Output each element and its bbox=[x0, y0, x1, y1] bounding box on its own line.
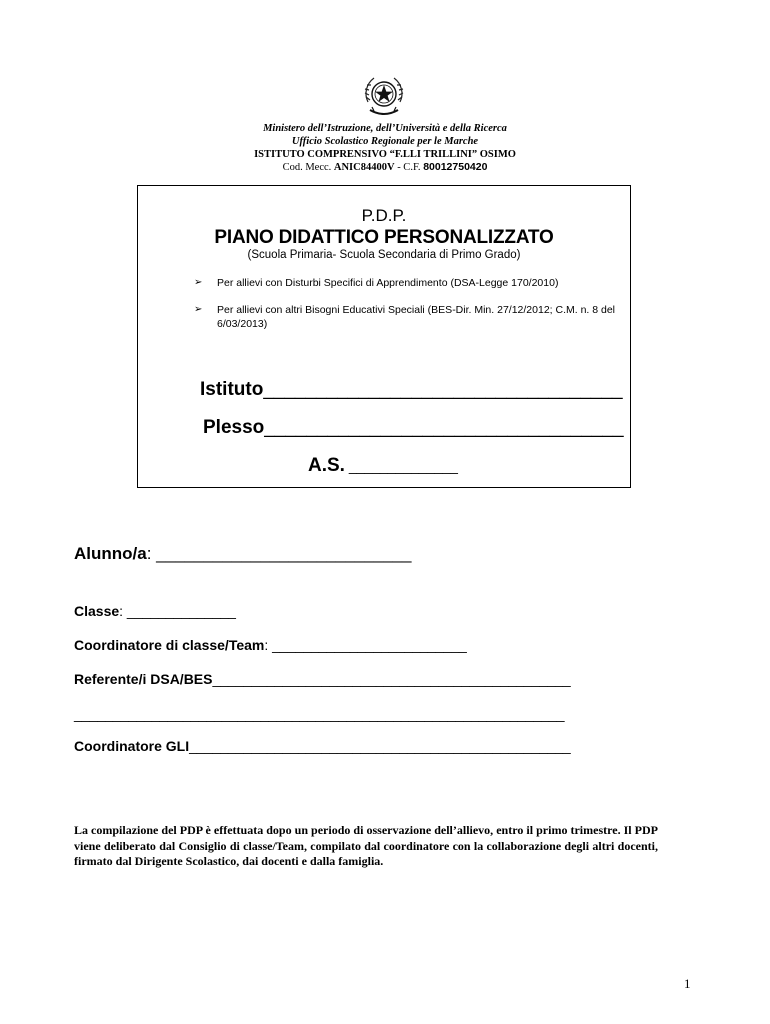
coordinatore-gli-field[interactable] bbox=[74, 738, 571, 755]
bullet-text: Per allievi con altri Bisogni Educativi Speciali (BES-Dir. Min. 27/12/2012; C.M. n. 8 del 6/03/2013) bbox=[217, 304, 616, 330]
classe-line[interactable]: : ______________ bbox=[119, 603, 236, 619]
coordinatore-gli-line[interactable]: _________________________________________________ bbox=[189, 738, 571, 754]
title-box bbox=[137, 185, 631, 488]
classe-field[interactable] bbox=[74, 603, 236, 620]
cf-code: 80012750420 bbox=[423, 161, 488, 173]
page-number: 1 bbox=[684, 976, 691, 991]
classe-label: Classe bbox=[74, 603, 120, 619]
plesso-label: Plesso bbox=[203, 417, 265, 438]
coordinatore-classe-label: Coordinatore di classe/Team bbox=[74, 637, 265, 653]
title-short: P.D.P. bbox=[361, 206, 407, 225]
anno-scolastico-field[interactable] bbox=[308, 455, 458, 477]
mecc-code: ANIC84400V bbox=[333, 162, 395, 173]
cf-prefix: - C.F. bbox=[397, 162, 421, 173]
alunno-label: Alunno/a bbox=[74, 544, 147, 563]
istituto-label: Istituto bbox=[200, 379, 264, 400]
istituto-field[interactable] bbox=[200, 379, 623, 401]
plesso-line[interactable]: __________________________________ bbox=[264, 417, 624, 438]
referente-line[interactable]: ______________________________________________ bbox=[212, 671, 571, 687]
italian-republic-emblem-icon bbox=[360, 70, 408, 120]
document-header bbox=[0, 122, 770, 174]
as-line[interactable]: ______________ bbox=[344, 458, 458, 474]
title-long: PIANO DIDATTICO PERSONALIZZATO bbox=[214, 227, 554, 248]
codes-line bbox=[0, 161, 770, 174]
istituto-line[interactable]: __________________________________ bbox=[263, 379, 623, 400]
arrow-bullet-icon: ➢ bbox=[194, 277, 203, 288]
coordinatore-classe-line[interactable]: : _________________________ bbox=[264, 637, 467, 653]
ministry-name: Ministero dell’Istruzione, dell’Università e della Ricerca bbox=[263, 123, 507, 134]
office-name: Ufficio Scolastico Regionale per le Marche bbox=[291, 136, 479, 147]
compilation-note: La compilazione del PDP è effettuata dopo un periodo di osservazione dell’allievo, entro il primo trimestre. Il PDP viene deliberato dal Consiglio di classe/Team, compilato dal coordinatore con la collaborazione degli altri docenti, firmato dal Dirigente Scolastico, dai docenti e dalla famiglia. bbox=[74, 823, 658, 868]
alunno-line[interactable]: : ___________________________ bbox=[146, 544, 412, 563]
institute-name: ISTITUTO COMPRENSIVO “F.LLI TRILLINI” OSIMO bbox=[254, 149, 516, 160]
plesso-field[interactable] bbox=[203, 417, 624, 439]
subtitle: (Scuola Primaria- Scuola Secondaria di Primo Grado) bbox=[247, 249, 521, 261]
mecc-prefix: Cod. Mecc. bbox=[282, 162, 332, 173]
alunno-field[interactable] bbox=[74, 544, 411, 564]
arrow-bullet-icon: ➢ bbox=[194, 304, 203, 315]
coordinatore-classe-field[interactable] bbox=[74, 637, 467, 654]
extra-line[interactable]: _______________________________________________________________ bbox=[74, 706, 565, 722]
referente-label: Referente/i DSA/BES bbox=[74, 671, 213, 687]
bullet-text: Per allievi con Disturbi Specifici di Apprendimento (DSA-Legge 170/2010) bbox=[217, 277, 559, 289]
as-label: A.S. bbox=[308, 455, 345, 476]
coordinatore-gli-label: Coordinatore GLI bbox=[74, 738, 190, 754]
referente-field[interactable] bbox=[74, 671, 571, 688]
